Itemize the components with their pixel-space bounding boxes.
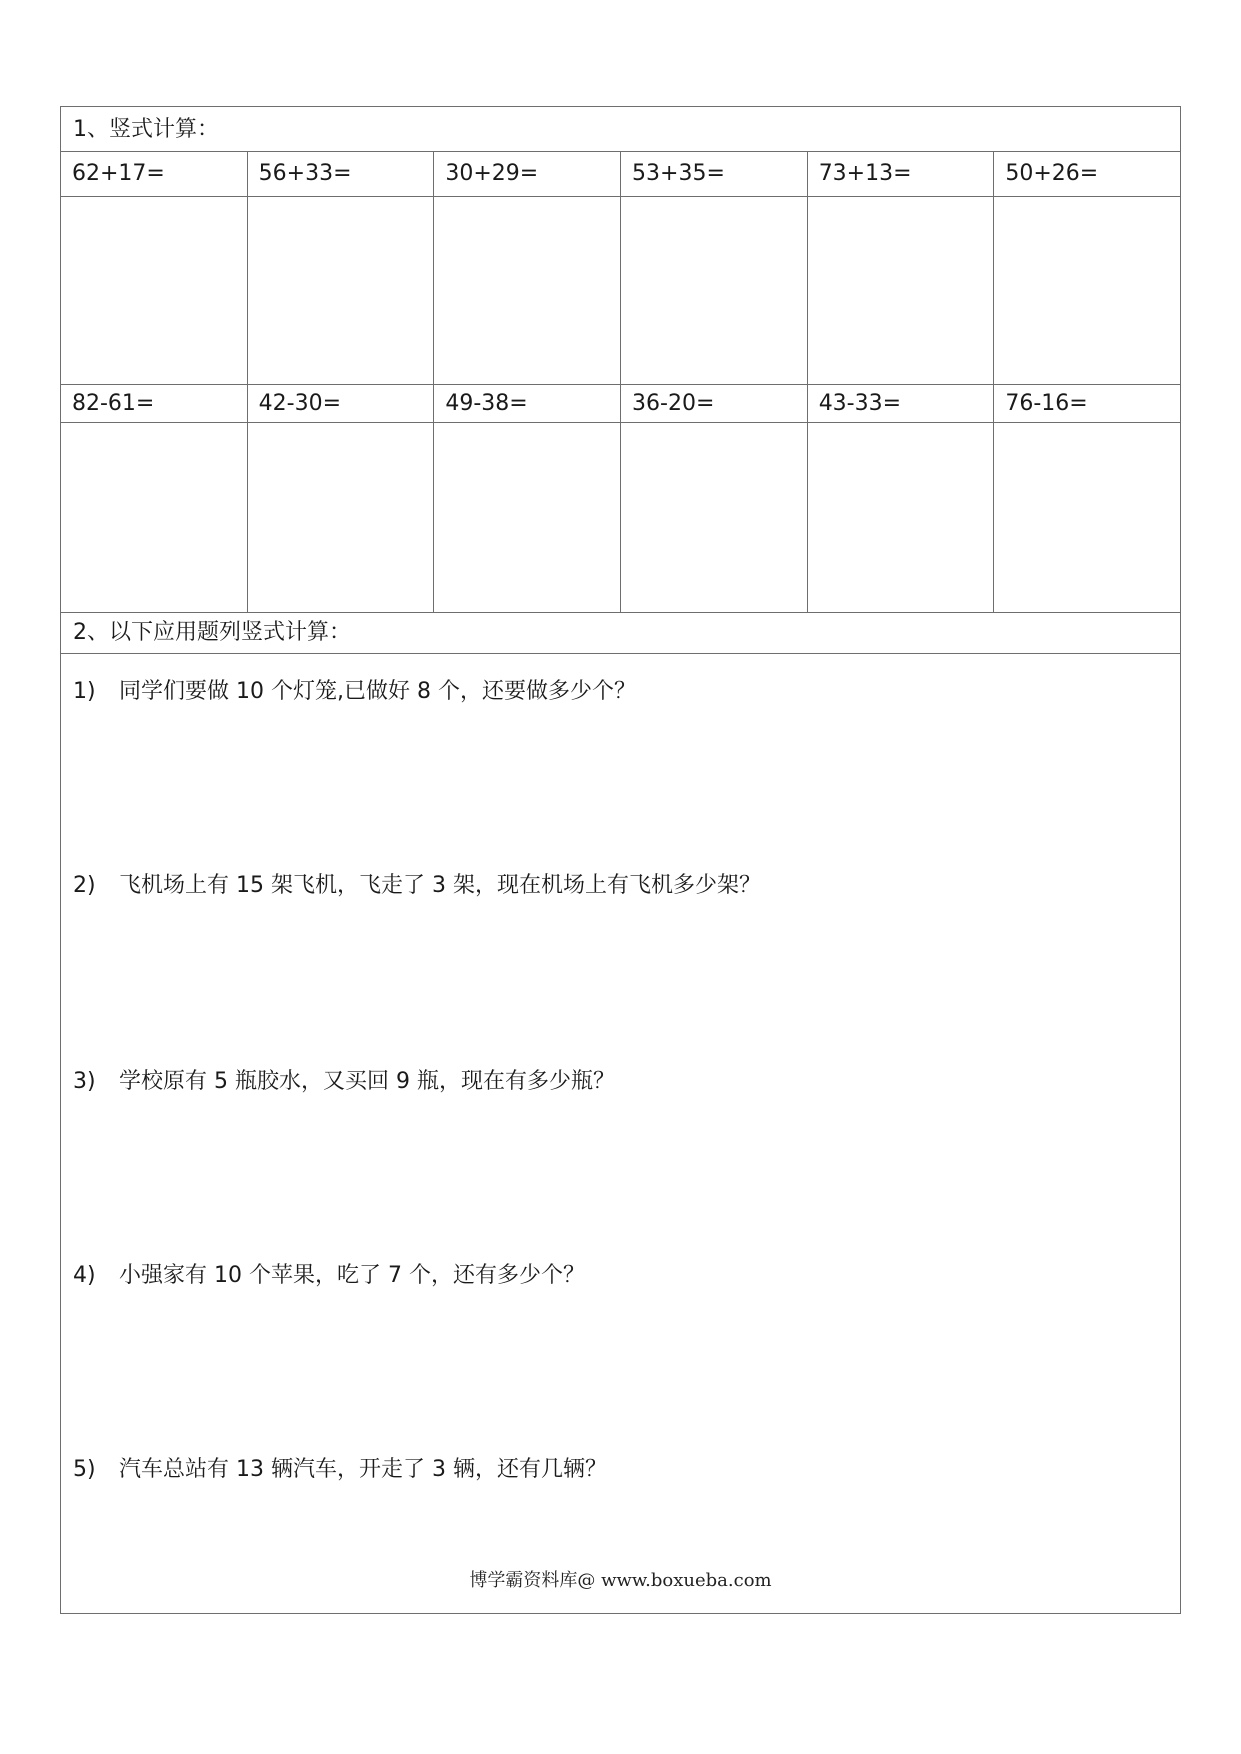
problem-number: 2): [73, 873, 96, 898]
problem-text: 同学们要做 10 个灯笼,已做好 8 个，还要做多少个？: [119, 679, 636, 704]
work-cell[interactable]: [994, 197, 1180, 384]
expression: 43-33=: [818, 391, 902, 416]
expression-cell: [808, 152, 995, 196]
word-problem: [73, 875, 761, 897]
problem-text: 飞机场上有 15 架飞机，飞走了 3 架，现在机场上有飞机多少架？: [119, 873, 761, 898]
work-cell[interactable]: [248, 423, 435, 612]
word-problem: [73, 1459, 607, 1481]
subtraction-work-row: [61, 423, 1180, 613]
word-problem: [73, 1071, 615, 1093]
addition-work-row: [61, 197, 1180, 385]
problem-number: 1): [73, 679, 96, 704]
footer-watermark: 博学霸资料库@ www.boxueba.com: [469, 1570, 772, 1591]
expression: 30+29=: [445, 161, 539, 186]
expression: 62+17=: [72, 161, 165, 186]
word-problems-area[interactable]: [61, 654, 1180, 1613]
work-cell[interactable]: [621, 197, 808, 384]
expression-cell: [61, 152, 248, 196]
expression: 82-61=: [72, 391, 155, 416]
problem-text: 汽车总站有 13 辆汽车，开走了 3 辆，还有几辆？: [119, 1457, 607, 1482]
expression: 56+33=: [258, 161, 352, 186]
expression: 73+13=: [818, 161, 912, 186]
subtraction-expression-row: [61, 385, 1180, 423]
work-cell[interactable]: [248, 197, 435, 384]
work-cell[interactable]: [61, 423, 248, 612]
expression-cell: [621, 385, 808, 422]
work-cell[interactable]: [621, 423, 808, 612]
expression: 50+26=: [1005, 161, 1099, 186]
section1-header: [61, 107, 1180, 152]
expression: 53+35=: [632, 161, 725, 186]
expression-cell: [994, 152, 1180, 196]
expression: 36-20=: [632, 391, 715, 416]
expression-cell: [434, 385, 621, 422]
expression-cell: [621, 152, 808, 196]
work-cell[interactable]: [808, 197, 995, 384]
problem-text: 小强家有 10 个苹果，吃了 7 个，还有多少个？: [119, 1263, 585, 1288]
problem-number: 4): [73, 1263, 96, 1288]
word-problem: [73, 681, 636, 703]
work-cell[interactable]: [808, 423, 995, 612]
problem-text: 学校原有 5 瓶胶水，又买回 9 瓶，现在有多少瓶？: [119, 1069, 615, 1094]
addition-expression-row: [61, 152, 1180, 197]
word-problem: [73, 1265, 585, 1287]
section2-title: 2、以下应用题列竖式计算：: [73, 620, 351, 645]
problem-number: 3): [73, 1069, 96, 1094]
expression-cell: [248, 385, 435, 422]
expression: 49-38=: [445, 391, 528, 416]
work-cell[interactable]: [994, 423, 1180, 612]
expression-cell: [994, 385, 1180, 422]
expression: 42-30=: [258, 391, 342, 416]
expression-cell: [61, 385, 248, 422]
problem-number: 5): [73, 1457, 96, 1482]
expression-cell: [434, 152, 621, 196]
work-cell[interactable]: [61, 197, 248, 384]
expression: 76-16=: [1005, 391, 1088, 416]
work-cell[interactable]: [434, 423, 621, 612]
worksheet-table: [60, 106, 1181, 1614]
expression-cell: [248, 152, 435, 196]
section2-header: [61, 613, 1180, 654]
section1-title: 1、竖式计算：: [73, 117, 219, 142]
expression-cell: [808, 385, 995, 422]
work-cell[interactable]: [434, 197, 621, 384]
